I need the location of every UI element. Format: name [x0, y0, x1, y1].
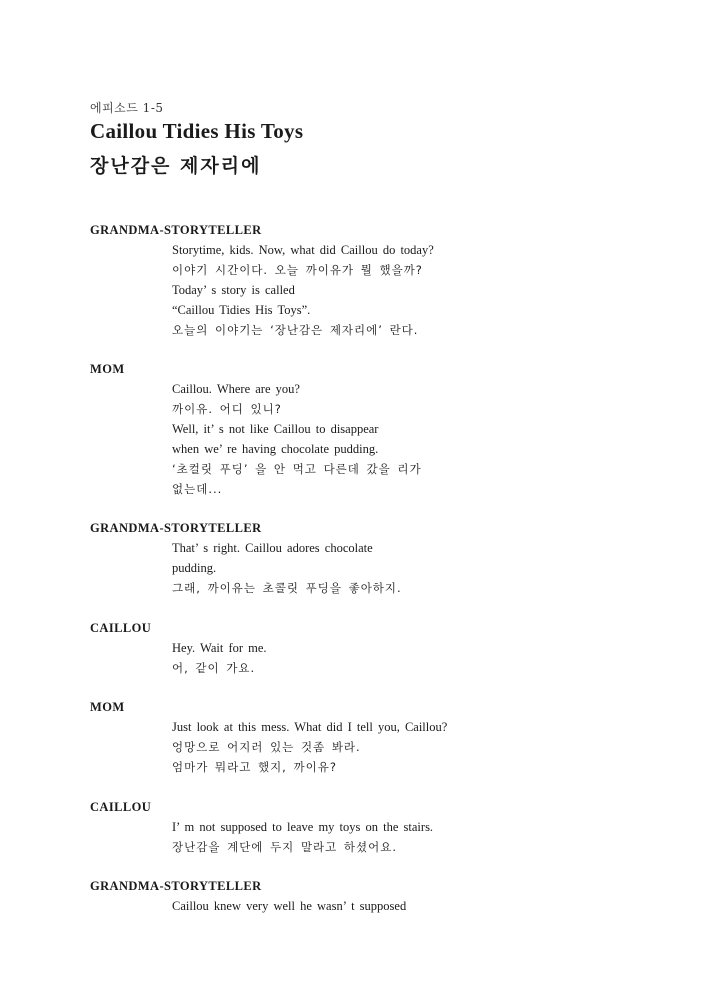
dialogue-line-english: Just look at this mess. What did I tell you, Caillou? — [172, 720, 448, 734]
dialogue-line-korean: 엉망으로 어지러 있는 것좀 봐라. — [172, 740, 361, 754]
dialogue-block — [90, 618, 650, 678]
dialogue-lines — [172, 817, 650, 857]
dialogue-line-korean: 없는데... — [172, 482, 223, 496]
speaker-name: CAILLOU — [90, 800, 152, 814]
dialogue-lines — [172, 538, 650, 598]
episode-label: 에피소드 1-5 — [90, 101, 164, 115]
speaker-name: CAILLOU — [90, 621, 152, 635]
episode-title-english: Caillou Tidies His Toys — [90, 119, 304, 143]
dialogue-line-english: Caillou knew very well he wasn’ t supposed — [172, 899, 407, 913]
dialogue-lines — [172, 240, 650, 340]
speaker-name: GRANDMA-STORYTELLER — [90, 521, 262, 535]
dialogue-block — [90, 220, 650, 340]
speaker-name: GRANDMA-STORYTELLER — [90, 223, 262, 237]
dialogue-lines — [172, 896, 650, 916]
dialogue-line-korean: 그래, 까이유는 초콜릿 푸딩을 좋아하지. — [172, 581, 402, 595]
dialogue-block — [90, 518, 650, 598]
dialogue-line-english: when we’ re having chocolate pudding. — [172, 442, 379, 456]
dialogue-block — [90, 876, 650, 916]
dialogue-line-korean: 엄마가 뭐라고 했지, 까이유? — [172, 760, 337, 774]
dialogue-line-korean: 이야기 시간이다. 오늘 까이유가 뭘 했을까? — [172, 263, 423, 277]
dialogue-block — [90, 359, 650, 499]
speaker-name: GRANDMA-STORYTELLER — [90, 879, 262, 893]
episode-title-korean: 장난감은 제자리에 — [90, 155, 262, 177]
dialogue-line-english: “Caillou Tidies His Toys”. — [172, 303, 311, 317]
dialogue-line-korean: 장난감을 계단에 두지 말라고 하셨어요. — [172, 840, 398, 854]
dialogue-line-english: Caillou. Where are you? — [172, 382, 300, 396]
dialogue-line-english: Hey. Wait for me. — [172, 641, 267, 655]
dialogue-block — [90, 697, 650, 777]
dialogue-line-english: That’ s right. Caillou adores chocolate — [172, 541, 373, 555]
dialogue-line-korean: ‘초컬릿 푸딩’ 을 안 먹고 다른데 갔을 리가 — [172, 462, 422, 476]
dialogue-line-english: Today’ s story is called — [172, 283, 295, 297]
dialogue-line-korean: 어, 같이 가요. — [172, 661, 256, 675]
dialogue-line-english: Storytime, kids. Now, what did Caillou do today? — [172, 243, 434, 257]
dialogue-lines — [172, 717, 650, 777]
dialogue-line-english: I’ m not supposed to leave my toys on the stairs. — [172, 820, 434, 834]
dialogue-line-korean: 까이유. 어디 있니? — [172, 402, 282, 416]
dialogue-line-english: Well, it’ s not like Caillou to disappear — [172, 422, 379, 436]
speaker-name: MOM — [90, 700, 125, 714]
dialogue-line-korean: 오늘의 이야기는 ‘장난감은 제자리에’ 란다. — [172, 323, 419, 337]
dialogue-lines — [172, 638, 650, 678]
dialogue-block — [90, 797, 650, 857]
dialogue-line-english: pudding. — [172, 561, 217, 575]
speaker-name: MOM — [90, 362, 125, 376]
dialogue-lines — [172, 379, 650, 499]
